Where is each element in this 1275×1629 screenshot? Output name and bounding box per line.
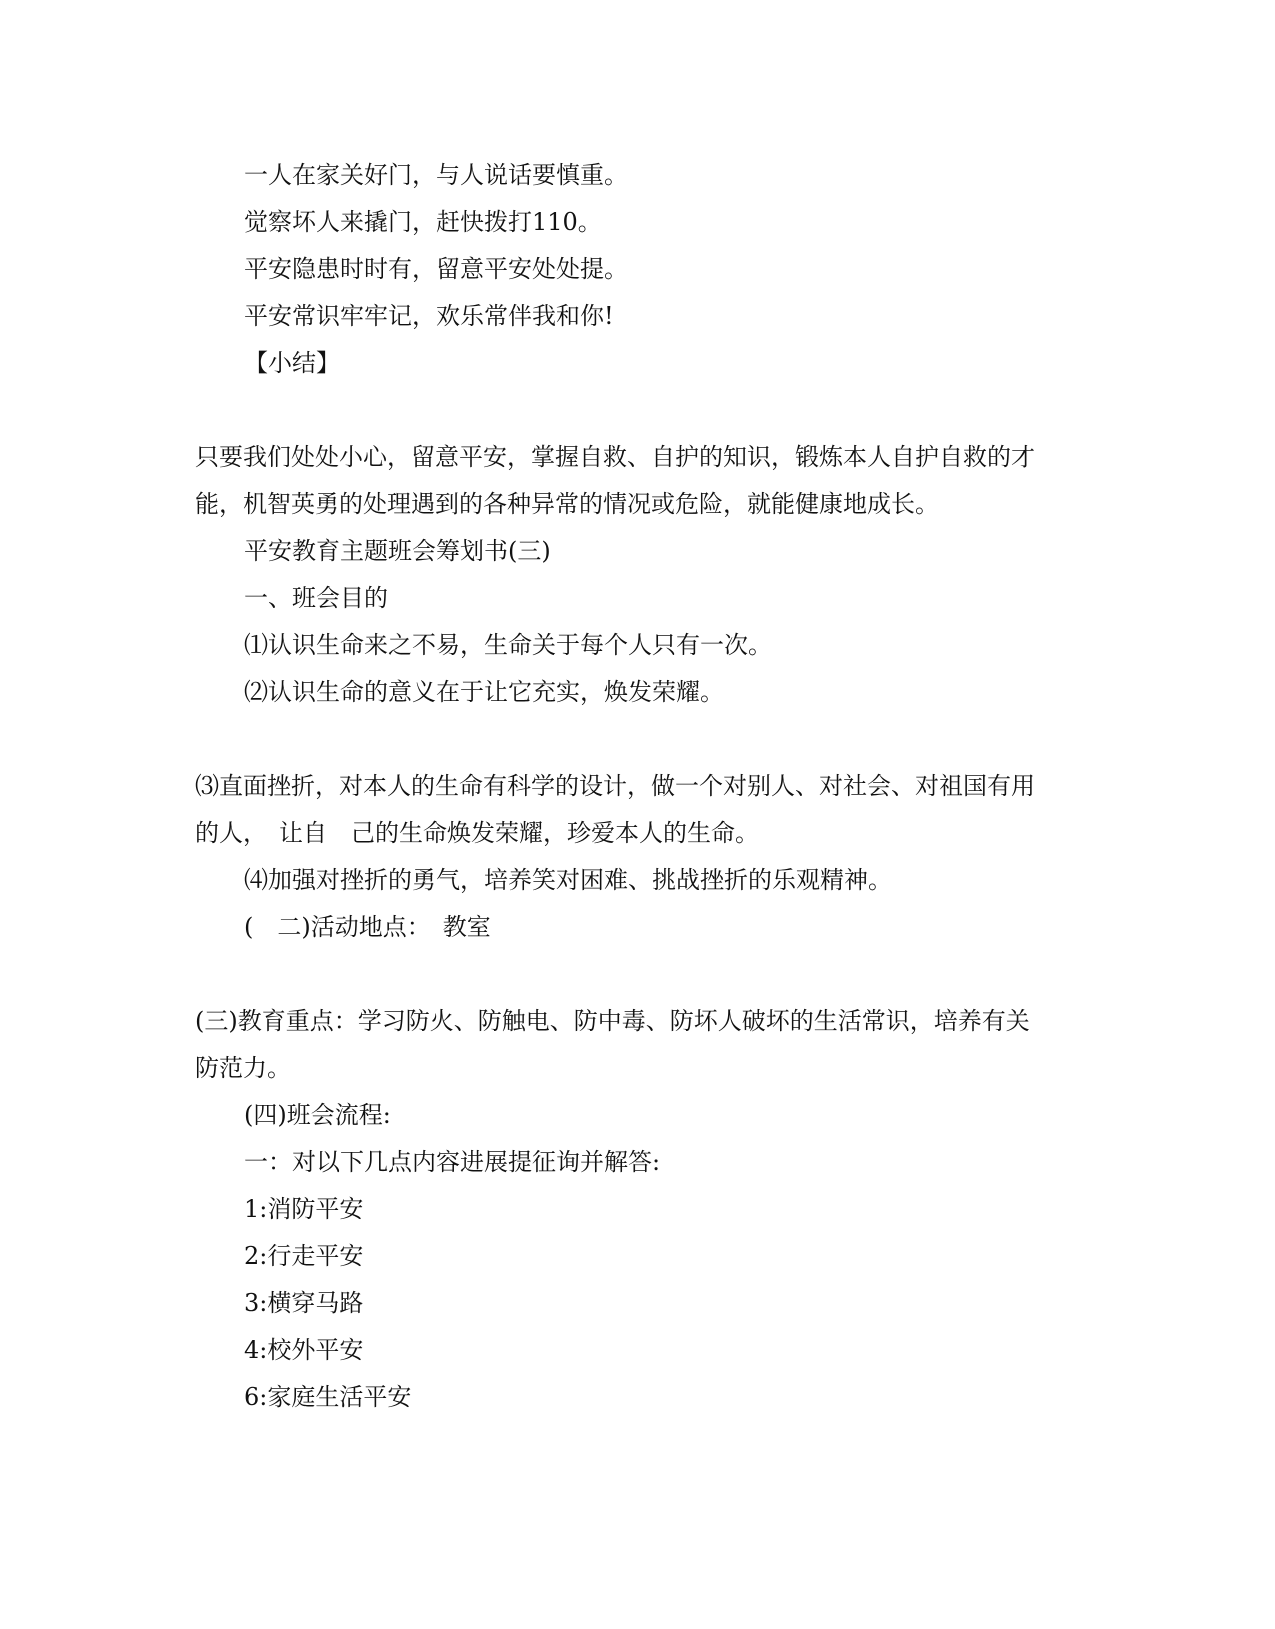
- list-item: ⑴认识生命来之不易，生命关于每个人只有一次。: [244, 631, 772, 659]
- list-item: ⑶直面挫折，对本人的生命有科学的设计，做一个对别人、对社会、对祖国有用: [195, 772, 1035, 800]
- text-line: 一人在家关好门，与人说话要慎重。: [244, 161, 628, 189]
- list-item: 1:消防平安: [244, 1195, 364, 1223]
- section-heading: 一、班会目的: [244, 584, 388, 612]
- list-item: 4:校外平安: [244, 1336, 364, 1364]
- section-heading: 【小结】: [244, 349, 340, 377]
- text-line: 觉察坏人来撬门，赶快拨打110。: [244, 208, 602, 236]
- section-heading: (四)班会流程:: [244, 1101, 391, 1129]
- list-item: 6:家庭生活平安: [244, 1383, 412, 1411]
- section-heading: ( 二)活动地点： 教室: [244, 913, 491, 941]
- text-line: 只要我们处处小心，留意平安，掌握自救、自护的知识，锻炼本人自护自救的才: [195, 443, 1035, 471]
- list-item: 2:行走平安: [244, 1242, 364, 1270]
- list-item: 3:横穿马路: [244, 1289, 364, 1317]
- list-item: ⑵认识生命的意义在于让它充实，焕发荣耀。: [244, 678, 724, 706]
- text-line: 平安常识牢牢记，欢乐常伴我和你!: [244, 302, 614, 330]
- text-line: 平安隐患时时有，留意平安处处提。: [244, 255, 628, 283]
- text-line: 的人， 让自 己的生命焕发荣耀，珍爱本人的生命。: [195, 819, 759, 847]
- list-item: ⑷加强对挫折的勇气，培养笑对困难、挑战挫折的乐观精神。: [244, 866, 892, 894]
- text-line: 能，机智英勇的处理遇到的各种异常的情况或危险，就能健康地成长。: [195, 490, 939, 518]
- section-heading: (三)教育重点：学习防火、防触电、防中毒、防坏人破坏的生活常识，培养有关: [195, 1007, 1030, 1035]
- text-line: 一：对以下几点内容进展提征询并解答:: [244, 1148, 661, 1176]
- section-title: 平安教育主题班会筹划书(三): [244, 537, 551, 565]
- text-line: 防范力。: [195, 1054, 291, 1082]
